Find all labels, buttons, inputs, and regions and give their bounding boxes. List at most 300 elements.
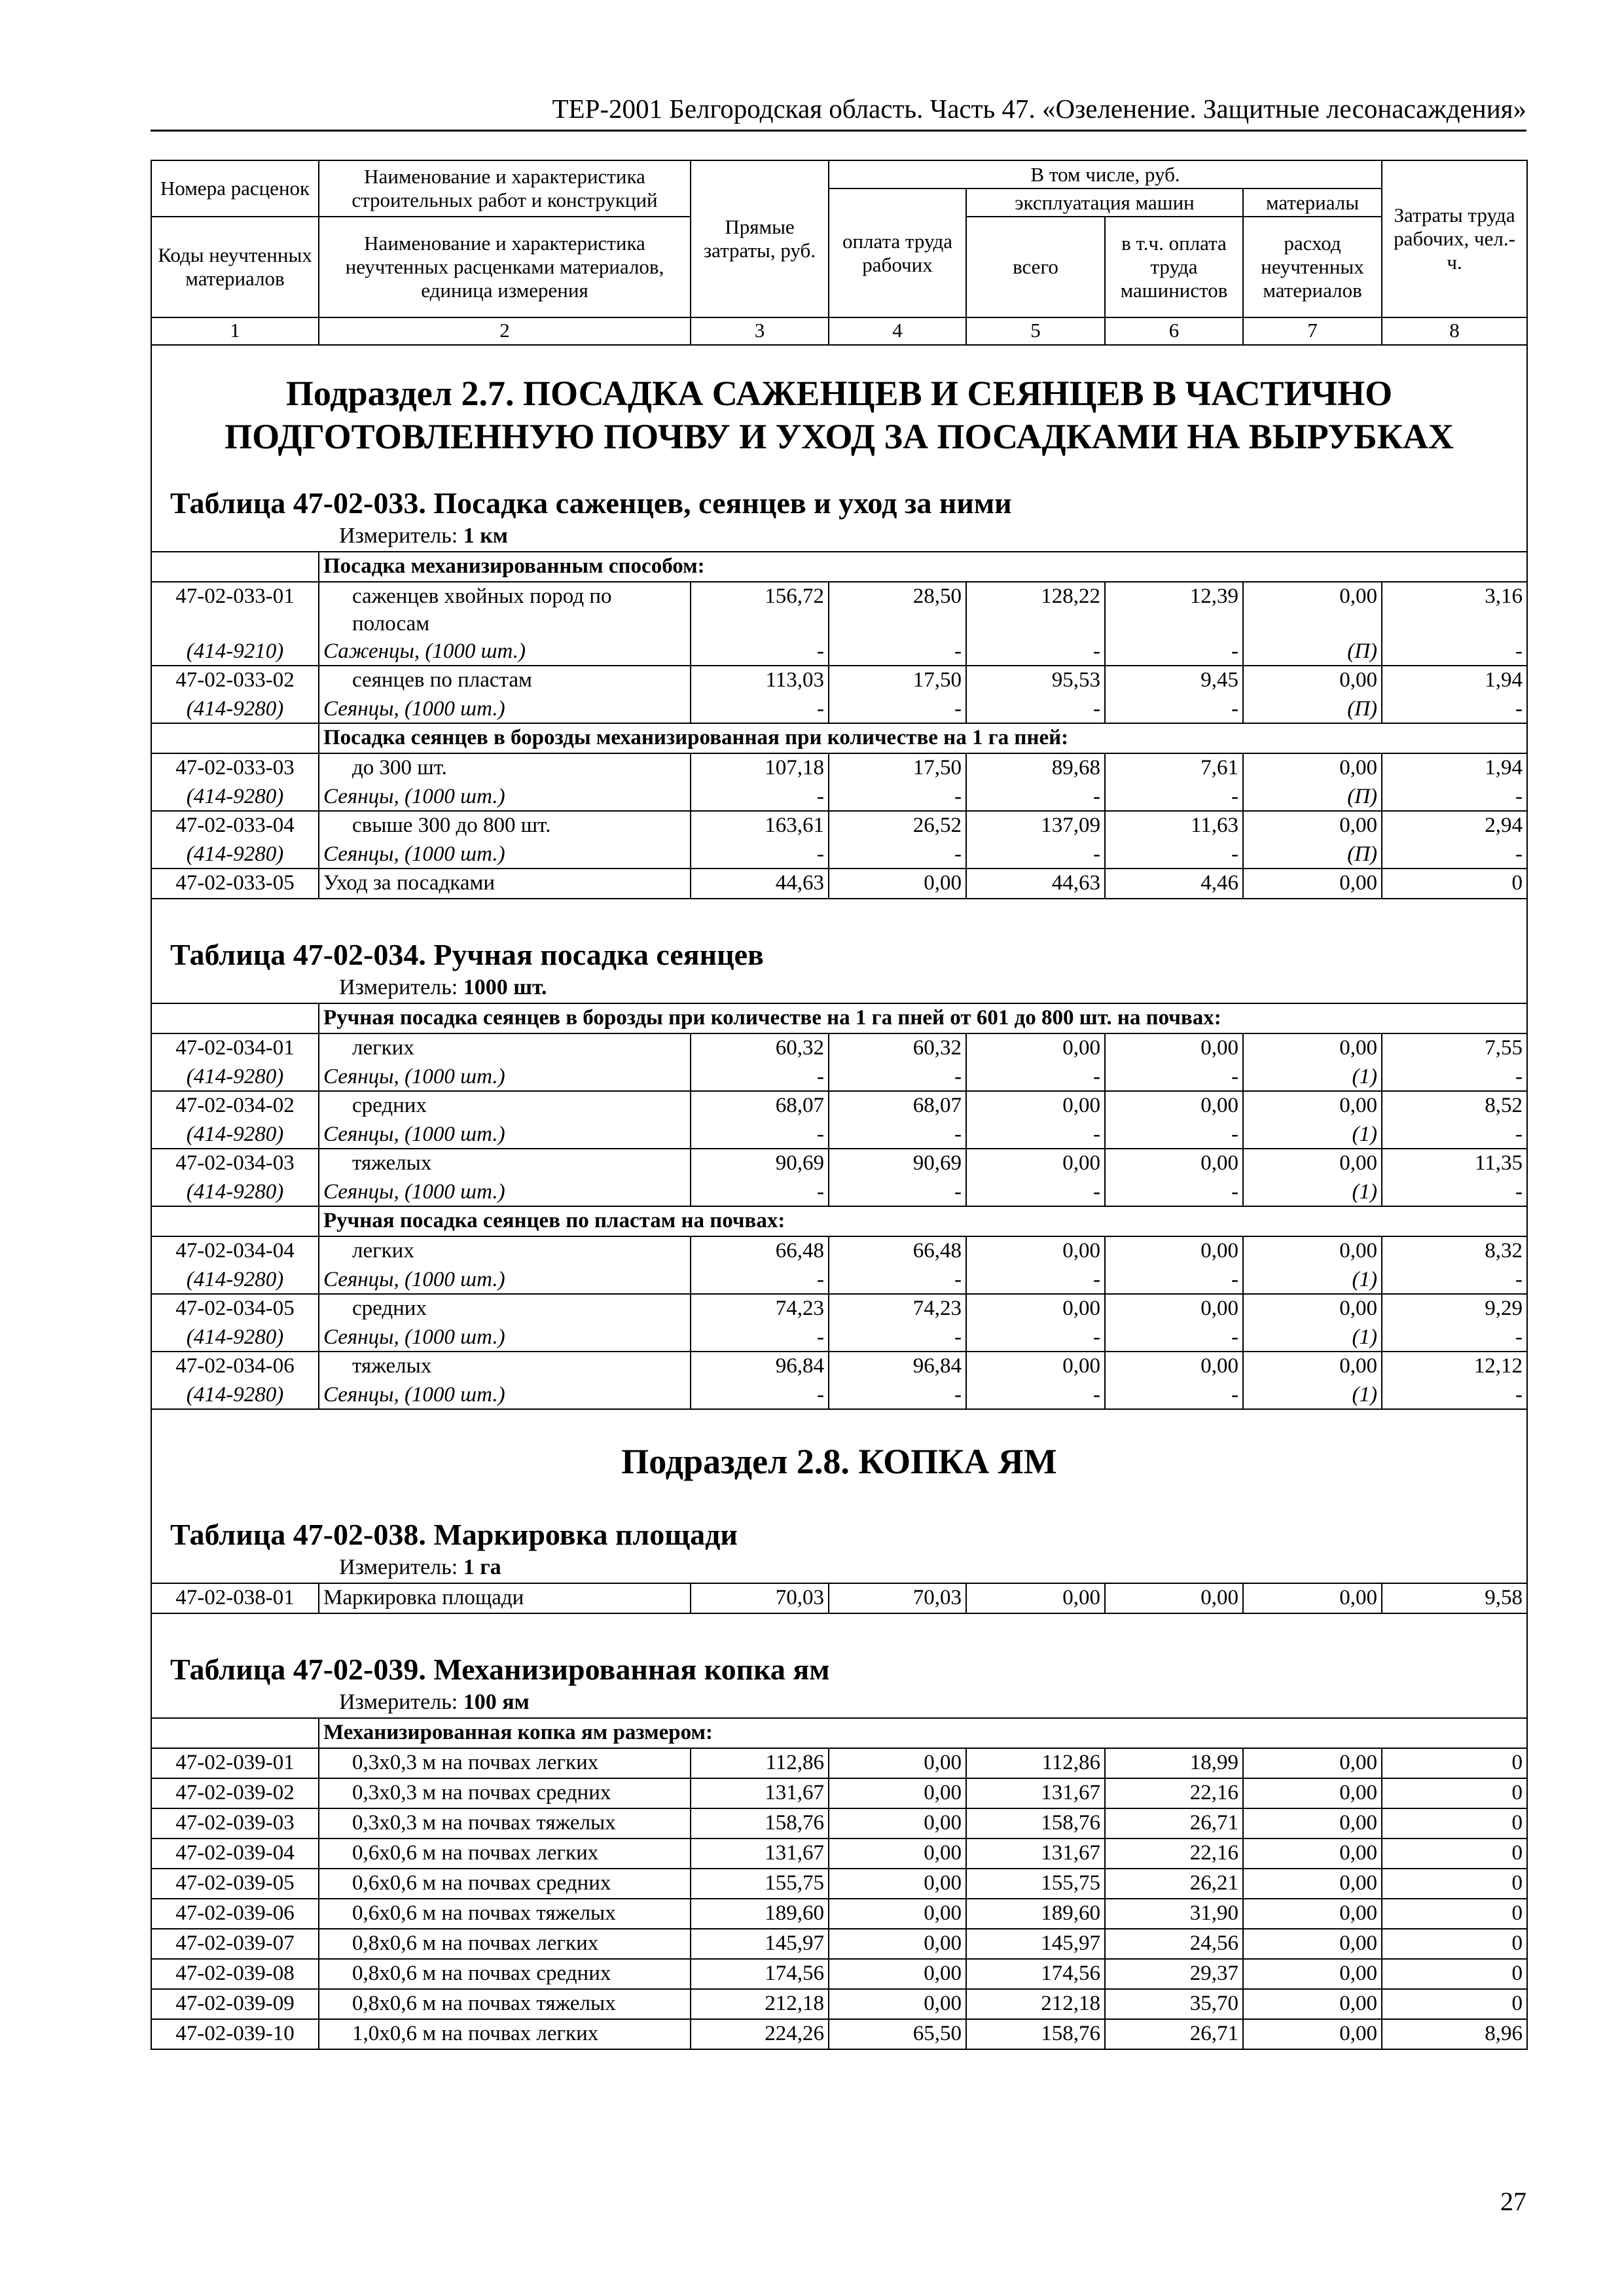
material-value: -: [966, 840, 1105, 869]
meter-label: Измеритель:: [339, 1555, 458, 1579]
group-row-pad: [151, 1718, 319, 1748]
col-header-operator-wages: в т.ч. оплата труда машинистов: [1105, 217, 1243, 317]
value-cell: 0,00: [1243, 1808, 1382, 1839]
spacer: [151, 458, 1527, 484]
material-name: Сеянцы, (1000 шт.): [319, 1381, 691, 1409]
value-cell: 155,75: [691, 1869, 829, 1899]
value-cell: 131,67: [691, 1839, 829, 1869]
value-cell: 28,50: [829, 582, 966, 637]
value-cell: 174,56: [691, 1959, 829, 1989]
material-value: -: [829, 637, 966, 666]
material-name: Сеянцы, (1000 шт.): [319, 1323, 691, 1352]
value-cell: 0,00: [1243, 1149, 1382, 1178]
col-number: 3: [691, 317, 829, 345]
material-value: -: [829, 1323, 966, 1352]
value-cell: 17,50: [829, 666, 966, 695]
material-value: (1): [1243, 1121, 1382, 1149]
value-cell: 9,45: [1105, 666, 1243, 695]
subsection-title-28-line: Подраздел 2.8. КОПКА ЯМ: [621, 1442, 1057, 1481]
value-cell: 18,99: [1105, 1748, 1243, 1778]
rate-code: 47-02-034-05: [151, 1294, 319, 1323]
value-cell: 131,67: [966, 1839, 1105, 1869]
value-cell: 0,00: [1243, 1583, 1382, 1613]
value-cell: 9,29: [1382, 1294, 1527, 1323]
value-cell: 60,32: [691, 1033, 829, 1063]
material-value: -: [1105, 695, 1243, 723]
material-code: (414-9280): [151, 1178, 319, 1206]
material-value: -: [691, 1178, 829, 1206]
value-cell: 2,94: [1382, 811, 1527, 840]
value-cell: 96,84: [691, 1352, 829, 1381]
material-value: (П): [1243, 783, 1382, 811]
value-cell: 145,97: [966, 1929, 1105, 1959]
material-value: -: [966, 1266, 1105, 1294]
material-value: (1): [1243, 1063, 1382, 1091]
value-cell: 1,94: [1382, 753, 1527, 783]
value-cell: 0: [1382, 1808, 1527, 1839]
page-number: 27: [1500, 2187, 1526, 2216]
rate-code: 47-02-039-07: [151, 1929, 319, 1959]
value-cell: 0,00: [1105, 1091, 1243, 1121]
value-cell: 113,03: [691, 666, 829, 695]
rate-name: Уход за посадками: [319, 869, 691, 899]
rate-name: саженцев хвойных пород по полосам: [319, 582, 691, 637]
value-cell: 137,09: [966, 811, 1105, 840]
value-cell: 112,86: [966, 1748, 1105, 1778]
value-cell: 26,71: [1105, 2019, 1243, 2049]
meter-label: Измеритель:: [339, 975, 458, 999]
rate-name: 1,0х0,6 м на почвах легких: [319, 2019, 691, 2049]
material-value: -: [1105, 637, 1243, 666]
value-cell: 26,21: [1105, 1869, 1243, 1899]
value-cell: 0,00: [1243, 869, 1382, 899]
rate-code: 47-02-039-06: [151, 1899, 319, 1929]
value-cell: 0: [1382, 1899, 1527, 1929]
table-title-row: [151, 484, 1527, 522]
value-cell: 212,18: [691, 1989, 829, 2019]
value-cell: 0,00: [1243, 1294, 1382, 1323]
table-title: Таблица 47-02-034. Ручная посадка сеянцев: [170, 938, 764, 971]
meter: [152, 974, 1526, 1001]
value-cell: 12,12: [1382, 1352, 1527, 1381]
value-cell: 70,03: [829, 1583, 966, 1613]
material-value: -: [1105, 1121, 1243, 1149]
col-number: 6: [1105, 317, 1243, 345]
rate-code: 47-02-033-04: [151, 811, 319, 840]
value-cell: 66,48: [691, 1236, 829, 1266]
value-cell: 90,69: [691, 1149, 829, 1178]
rate-name: средних: [319, 1091, 691, 1121]
col-header-wages: оплата труда рабочих: [829, 188, 966, 317]
value-cell: 0: [1382, 1959, 1527, 1989]
value-cell: 145,97: [691, 1929, 829, 1959]
material-name: Сеянцы, (1000 шт.): [319, 1178, 691, 1206]
meter-row: [151, 974, 1527, 1003]
value-cell: 29,37: [1105, 1959, 1243, 1989]
material-value: -: [1382, 695, 1527, 723]
meter-value: 100 ям: [463, 1690, 530, 1714]
rate-name: 0,6х0,6 м на почвах легких: [319, 1839, 691, 1869]
material-value: -: [829, 1063, 966, 1091]
material-value: (П): [1243, 637, 1382, 666]
value-cell: 107,18: [691, 753, 829, 783]
material-value: -: [829, 1178, 966, 1206]
rate-code: 47-02-039-09: [151, 1989, 319, 2019]
col-header-material-use: расход неучтенных материалов: [1243, 217, 1382, 317]
col-header-codes: Номера расценок: [151, 160, 319, 217]
value-cell: 0,00: [1243, 1989, 1382, 2019]
value-cell: 0,00: [829, 1839, 966, 1869]
value-cell: 0,00: [829, 1869, 966, 1899]
rate-code: 47-02-039-03: [151, 1808, 319, 1839]
rate-code: 47-02-039-05: [151, 1869, 319, 1899]
col-header-materials: материалы: [1243, 188, 1382, 217]
spacer: [151, 1613, 1527, 1651]
group-row-pad: [151, 723, 319, 753]
rate-code: 47-02-039-08: [151, 1959, 319, 1989]
col-number: 7: [1243, 317, 1382, 345]
material-code: (414-9280): [151, 1323, 319, 1352]
subsection-title-27-line: ПОДГОТОВЛЕННУЮ ПОЧВУ И УХОД ЗА ПОСАДКАМИ НА ВЫРУБКАХ: [225, 417, 1454, 456]
value-cell: 158,76: [966, 1808, 1105, 1839]
table-title: Таблица 47-02-038. Маркировка площади: [170, 1518, 738, 1551]
material-value: -: [691, 695, 829, 723]
subsection-title-27: [151, 372, 1527, 458]
rate-code: 47-02-034-02: [151, 1091, 319, 1121]
value-cell: 0,00: [1243, 1091, 1382, 1121]
group-row-pad: [151, 1003, 319, 1033]
table-title-row: [151, 936, 1527, 974]
material-value: -: [966, 1323, 1105, 1352]
col-number: 5: [966, 317, 1105, 345]
value-cell: 4,46: [1105, 869, 1243, 899]
value-cell: 35,70: [1105, 1989, 1243, 2019]
value-cell: 155,75: [966, 1869, 1105, 1899]
material-value: -: [966, 783, 1105, 811]
value-cell: 0,00: [1243, 1352, 1382, 1381]
rate-code: 47-02-039-01: [151, 1748, 319, 1778]
material-value: -: [966, 695, 1105, 723]
value-cell: 0,00: [1243, 753, 1382, 783]
value-cell: 7,55: [1382, 1033, 1527, 1063]
value-cell: 0,00: [829, 1989, 966, 2019]
material-code: (414-9210): [151, 637, 319, 666]
value-cell: 26,52: [829, 811, 966, 840]
value-cell: 11,63: [1105, 811, 1243, 840]
value-cell: 0: [1382, 1748, 1527, 1778]
value-cell: 0,00: [966, 1091, 1105, 1121]
material-value: (1): [1243, 1381, 1382, 1409]
material-value: -: [691, 840, 829, 869]
rate-name: 0,8х0,6 м на почвах легких: [319, 1929, 691, 1959]
value-cell: 3,16: [1382, 582, 1527, 637]
value-cell: 0: [1382, 1989, 1527, 2019]
meter-value: 1 га: [463, 1555, 501, 1579]
rate-code: 47-02-038-01: [151, 1583, 319, 1613]
rate-name: тяжелых: [319, 1352, 691, 1381]
value-cell: 163,61: [691, 811, 829, 840]
value-cell: 0,00: [966, 1149, 1105, 1178]
rate-name: тяжелых: [319, 1149, 691, 1178]
material-value: -: [691, 1323, 829, 1352]
value-cell: 0,00: [1105, 1033, 1243, 1063]
material-value: -: [1382, 1266, 1527, 1294]
material-value: -: [1382, 1381, 1527, 1409]
material-code: (414-9280): [151, 1266, 319, 1294]
value-cell: 0,00: [1243, 1869, 1382, 1899]
meter: [152, 1689, 1526, 1716]
value-cell: 74,23: [691, 1294, 829, 1323]
value-cell: 44,63: [966, 869, 1105, 899]
material-value: -: [966, 1381, 1105, 1409]
value-cell: 7,61: [1105, 753, 1243, 783]
value-cell: 0,00: [1105, 1352, 1243, 1381]
value-cell: 0: [1382, 1929, 1527, 1959]
value-cell: 174,56: [966, 1959, 1105, 1989]
material-name: Сеянцы, (1000 шт.): [319, 1266, 691, 1294]
group-heading: Ручная посадка сеянцев в борозды при количестве на 1 га пней от 601 до 800 шт. на почвах:: [319, 1003, 1527, 1033]
value-cell: 156,72: [691, 582, 829, 637]
value-cell: 74,23: [829, 1294, 966, 1323]
value-cell: 131,67: [691, 1778, 829, 1808]
value-cell: 158,76: [966, 2019, 1105, 2049]
meter-value: 1000 шт.: [463, 975, 547, 999]
col-header-labor: Затраты труда рабочих, чел.-ч.: [1382, 160, 1527, 317]
value-cell: 0,00: [1243, 1839, 1382, 1869]
rate-code: 47-02-033-02: [151, 666, 319, 695]
material-value: -: [691, 1063, 829, 1091]
material-value: (1): [1243, 1266, 1382, 1294]
value-cell: 0: [1382, 1869, 1527, 1899]
value-cell: 131,67: [966, 1778, 1105, 1808]
value-cell: 26,71: [1105, 1808, 1243, 1839]
value-cell: 68,07: [829, 1091, 966, 1121]
rate-code: 47-02-034-01: [151, 1033, 319, 1063]
rates-table: [151, 160, 1528, 2050]
material-value: (1): [1243, 1178, 1382, 1206]
material-value: -: [1382, 1178, 1527, 1206]
rate-code: 47-02-033-05: [151, 869, 319, 899]
value-cell: 0: [1382, 869, 1527, 899]
rate-code: 47-02-034-04: [151, 1236, 319, 1266]
material-value: -: [1382, 1323, 1527, 1352]
material-name: Сеянцы, (1000 шт.): [319, 840, 691, 869]
value-cell: 0,00: [1243, 1033, 1382, 1063]
meter-value: 1 км: [463, 524, 508, 548]
rate-name: Маркировка площади: [319, 1583, 691, 1613]
material-name: Сеянцы, (1000 шт.): [319, 1063, 691, 1091]
value-cell: 95,53: [966, 666, 1105, 695]
rate-code: 47-02-034-03: [151, 1149, 319, 1178]
value-cell: 8,96: [1382, 2019, 1527, 2049]
rate-code: 47-02-033-03: [151, 753, 319, 783]
value-cell: 0,00: [829, 1929, 966, 1959]
subsection-title-27-line: Подраздел 2.7. ПОСАДКА САЖЕНЦЕВ И СЕЯНЦЕВ В ЧАСТИЧНО: [285, 374, 1393, 413]
col-header-direct-cost: Прямые затраты, руб.: [691, 160, 829, 317]
group-heading: Посадка механизированным способом:: [319, 552, 1527, 582]
meter-row: [151, 1689, 1527, 1718]
material-value: -: [1382, 840, 1527, 869]
material-value: -: [1105, 783, 1243, 811]
material-value: -: [966, 1063, 1105, 1091]
material-code: (414-9280): [151, 840, 319, 869]
material-value: -: [1382, 783, 1527, 811]
value-cell: 89,68: [966, 753, 1105, 783]
material-value: -: [691, 1121, 829, 1149]
value-cell: 212,18: [966, 1989, 1105, 2019]
value-cell: 0,00: [1243, 1929, 1382, 1959]
rate-name: 0,6х0,6 м на почвах средних: [319, 1869, 691, 1899]
value-cell: 0,00: [1105, 1236, 1243, 1266]
table-title: Таблица 47-02-039. Механизированная копка ям: [170, 1653, 830, 1686]
material-value: (П): [1243, 695, 1382, 723]
rate-name: средних: [319, 1294, 691, 1323]
rate-name: 0,3х0,3 м на почвах средних: [319, 1778, 691, 1808]
material-value: -: [1105, 1266, 1243, 1294]
value-cell: 128,22: [966, 582, 1105, 637]
value-cell: 70,03: [691, 1583, 829, 1613]
material-value: -: [829, 840, 966, 869]
material-code: (414-9280): [151, 1063, 319, 1091]
value-cell: 8,52: [1382, 1091, 1527, 1121]
rate-name: 0,8х0,6 м на почвах тяжелых: [319, 1989, 691, 2019]
spacer: [151, 899, 1527, 936]
material-value: -: [691, 1266, 829, 1294]
value-cell: 17,50: [829, 753, 966, 783]
group-heading: Посадка сеянцев в борозды механизированная при количестве на 1 га пней:: [319, 723, 1527, 753]
rate-name: 0,8х0,6 м на почвах средних: [319, 1959, 691, 1989]
value-cell: 0,00: [829, 869, 966, 899]
value-cell: 60,32: [829, 1033, 966, 1063]
material-value: -: [966, 637, 1105, 666]
table-title: Таблица 47-02-033. Посадка саженцев, сеянцев и уход за ними: [170, 486, 1012, 520]
value-cell: 0,00: [966, 1236, 1105, 1266]
value-cell: 224,26: [691, 2019, 829, 2049]
rate-name: легких: [319, 1236, 691, 1266]
value-cell: 8,32: [1382, 1236, 1527, 1266]
material-value: -: [1382, 1121, 1527, 1149]
col-number: 4: [829, 317, 966, 345]
value-cell: 0,00: [829, 1778, 966, 1808]
value-cell: 112,86: [691, 1748, 829, 1778]
meter-row: [151, 1554, 1527, 1583]
value-cell: 189,60: [691, 1899, 829, 1929]
value-cell: 9,58: [1382, 1583, 1527, 1613]
value-cell: 0,00: [829, 1748, 966, 1778]
value-cell: 22,16: [1105, 1778, 1243, 1808]
material-code: (414-9280): [151, 1121, 319, 1149]
value-cell: 0,00: [829, 1959, 966, 1989]
group-row-pad: [151, 1206, 319, 1236]
spacer: [151, 345, 1527, 372]
material-value: -: [966, 1178, 1105, 1206]
value-cell: 22,16: [1105, 1839, 1243, 1869]
rate-name: 0,3х0,3 м на почвах тяжелых: [319, 1808, 691, 1839]
col-header-name: Наименование и характеристика строительных работ и конструкций: [319, 160, 691, 217]
meter: [152, 522, 1526, 550]
value-cell: 0,00: [1243, 1959, 1382, 1989]
subsection-title-28: [151, 1440, 1527, 1483]
material-value: -: [1382, 1063, 1527, 1091]
rate-code: 47-02-039-10: [151, 2019, 319, 2049]
value-cell: 31,90: [1105, 1899, 1243, 1929]
value-cell: 158,76: [691, 1808, 829, 1839]
value-cell: 90,69: [829, 1149, 966, 1178]
value-cell: 0,00: [966, 1352, 1105, 1381]
value-cell: 0: [1382, 1839, 1527, 1869]
rate-code: 47-02-033-01: [151, 582, 319, 637]
value-cell: 65,50: [829, 2019, 966, 2049]
group-heading: Механизированная копка ям размером:: [319, 1718, 1527, 1748]
material-value: -: [829, 783, 966, 811]
group-row-pad: [151, 552, 319, 582]
rate-name: до 300 шт.: [319, 753, 691, 783]
rate-name: свыше 300 до 800 шт.: [319, 811, 691, 840]
value-cell: 0,00: [829, 1808, 966, 1839]
table-title-row: [151, 1516, 1527, 1554]
col-number: 8: [1382, 317, 1527, 345]
meter: [152, 1554, 1526, 1581]
rate-code: 47-02-034-06: [151, 1352, 319, 1381]
material-name: Сеянцы, (1000 шт.): [319, 695, 691, 723]
value-cell: 0,00: [1105, 1149, 1243, 1178]
value-cell: 0,00: [1243, 1899, 1382, 1929]
rate-name: легких: [319, 1033, 691, 1063]
material-value: -: [691, 1381, 829, 1409]
value-cell: 44,63: [691, 869, 829, 899]
group-heading: Ручная посадка сеянцев по пластам на почвах:: [319, 1206, 1527, 1236]
value-cell: 24,56: [1105, 1929, 1243, 1959]
material-value: -: [1382, 637, 1527, 666]
material-value: -: [829, 1121, 966, 1149]
rate-code: 47-02-039-02: [151, 1778, 319, 1808]
meter-row: [151, 522, 1527, 552]
value-cell: 11,35: [1382, 1149, 1527, 1178]
running-header: ТЕР-2001 Белгородская область. Часть 47. «Озеленение. Защитные лесонасаждения»: [552, 94, 1526, 124]
value-cell: 0,00: [1243, 1748, 1382, 1778]
material-value: -: [1105, 1323, 1243, 1352]
rate-code: 47-02-039-04: [151, 1839, 319, 1869]
material-value: (П): [1243, 840, 1382, 869]
material-name: Саженцы, (1000 шт.): [319, 637, 691, 666]
col-number: 1: [151, 317, 319, 345]
rate-name: 0,3х0,3 м на почвах легких: [319, 1748, 691, 1778]
header-rule: [151, 130, 1526, 132]
material-value: -: [966, 1121, 1105, 1149]
material-code: (414-9280): [151, 1381, 319, 1409]
value-cell: 0,00: [829, 1899, 966, 1929]
value-cell: 0,00: [966, 1583, 1105, 1613]
material-code: (414-9280): [151, 695, 319, 723]
col-header-including: В том числе, руб.: [829, 160, 1382, 188]
material-value: -: [1105, 1381, 1243, 1409]
value-cell: 0,00: [1243, 582, 1382, 637]
col-number: 2: [319, 317, 691, 345]
value-cell: 0,00: [966, 1033, 1105, 1063]
rate-name: сеянцев по пластам: [319, 666, 691, 695]
value-cell: 66,48: [829, 1236, 966, 1266]
material-value: -: [829, 695, 966, 723]
material-name: Сеянцы, (1000 шт.): [319, 1121, 691, 1149]
value-cell: 189,60: [966, 1899, 1105, 1929]
value-cell: 0: [1382, 1778, 1527, 1808]
material-value: -: [1105, 1063, 1243, 1091]
value-cell: 68,07: [691, 1091, 829, 1121]
material-value: -: [829, 1381, 966, 1409]
material-name: Сеянцы, (1000 шт.): [319, 783, 691, 811]
material-value: -: [1105, 840, 1243, 869]
rate-name: 0,6х0,6 м на почвах тяжелых: [319, 1899, 691, 1929]
